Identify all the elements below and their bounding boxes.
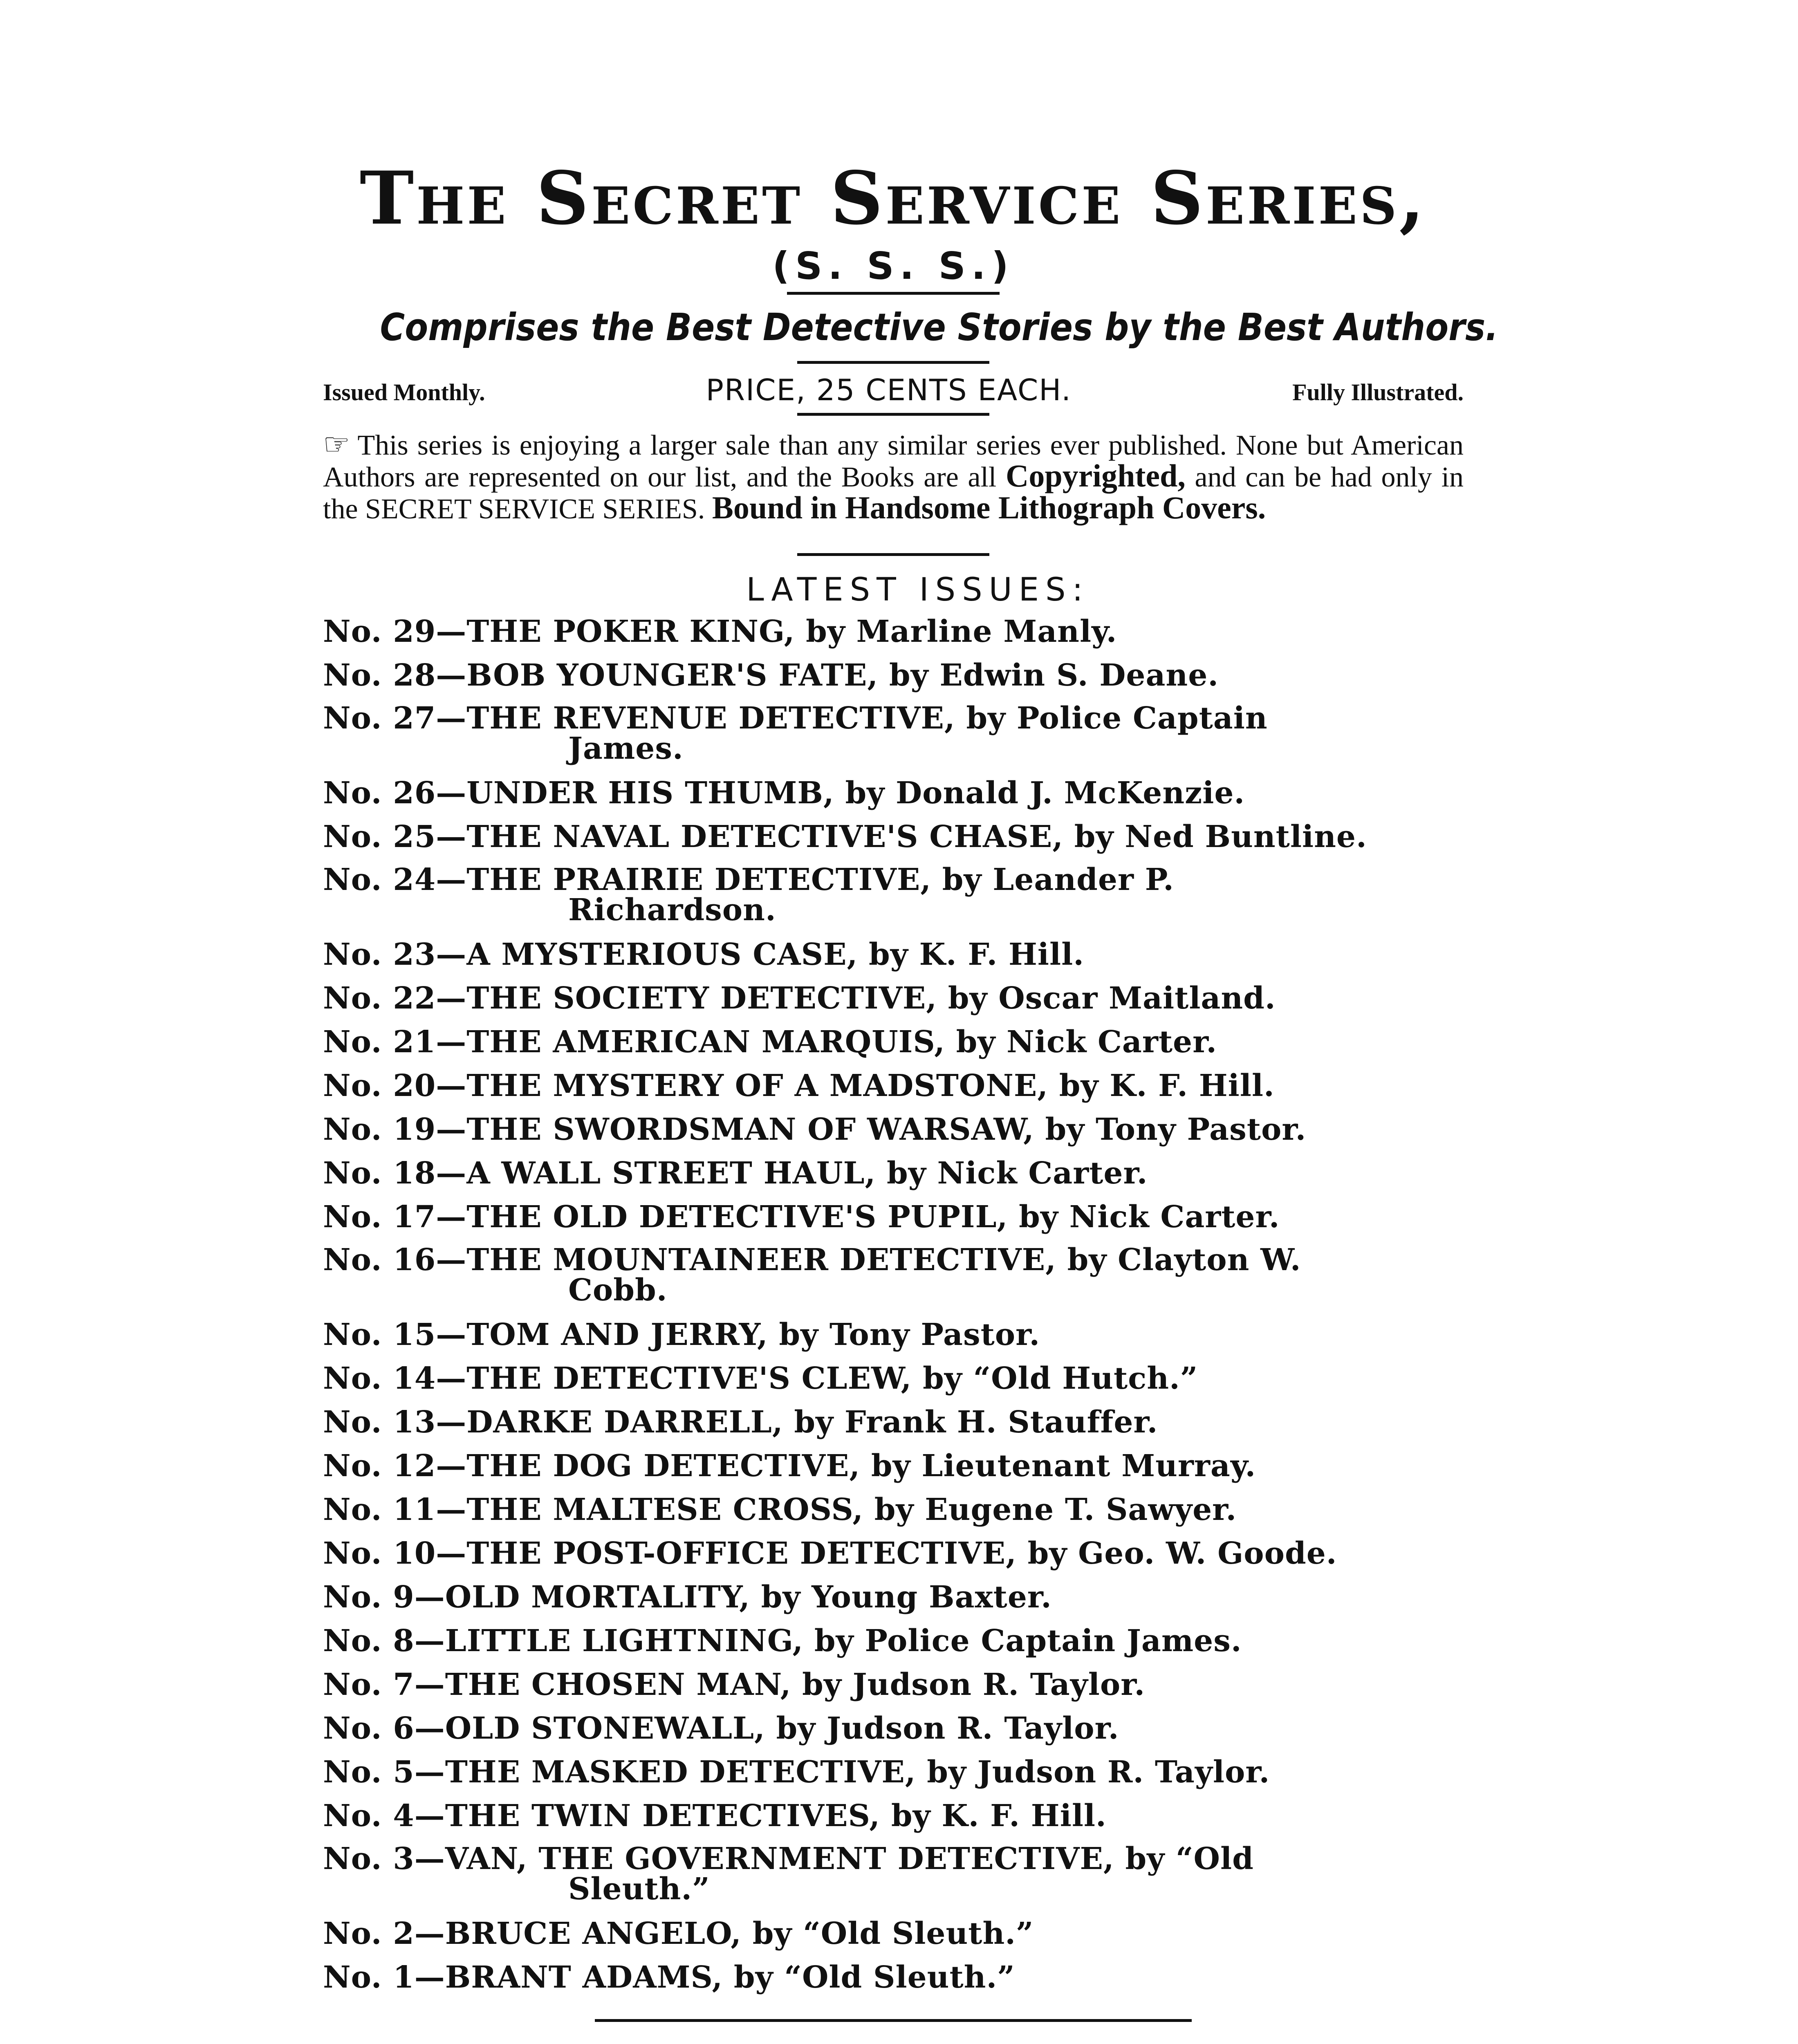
- list-item: [323, 1357, 1464, 1401]
- list-item: [323, 1444, 1464, 1488]
- list-item: [323, 1750, 1464, 1794]
- list-item: [323, 1956, 1464, 1999]
- series-title: The Secret Service Series,: [359, 155, 1427, 241]
- description-text-2: and can be had only in the SECRET SERVICE SERIES.: [323, 462, 1464, 525]
- list-item: [323, 610, 1464, 654]
- issue-text: No. 15—TOM AND JERRY, by Tony Pastor.: [323, 1317, 1040, 1352]
- catalog-page: [323, 155, 1498, 2044]
- issue-text: No. 16—THE MOUNTAINEER DETECTIVE, by Clayton W.: [323, 1242, 1301, 1278]
- description-text-1: This series is enjoying a larger sale than any similar series ever published. None but American Authors are represented on our list, and the Books are all: [323, 430, 1464, 493]
- list-item: [323, 1401, 1464, 1444]
- list-item: [323, 703, 1464, 764]
- illustrated-label: Fully Illustrated.: [1292, 379, 1464, 406]
- issue-text: No. 24—THE PRAIRIE DETECTIVE, by Leander P.: [323, 862, 1174, 897]
- series-abbreviation: (S. S. S.): [772, 244, 1014, 288]
- issue-text: No. 18—A WALL STREET HAUL, by Nick Carter.: [323, 1156, 1148, 1191]
- list-item: [323, 1663, 1464, 1707]
- list-item: [323, 771, 1464, 815]
- issue-text: No. 3—VAN, THE GOVERNMENT DETECTIVE, by “Old: [323, 1841, 1254, 1876]
- bound-text: Bound in Handsome Lithograph Covers.: [712, 490, 1266, 525]
- divider: [797, 361, 989, 364]
- list-item: [323, 654, 1464, 697]
- tagline: Comprises the Best Detective Stories by the Best Authors.: [380, 305, 1498, 349]
- issue-text: No. 27—THE REVENUE DETECTIVE, by Police Captain: [323, 701, 1268, 736]
- list-item: [323, 977, 1464, 1020]
- issue-text: No. 11—THE MALTESE CROSS, by Eugene T. Sawyer.: [323, 1492, 1237, 1527]
- list-item: [323, 1313, 1464, 1357]
- divider: [595, 2019, 1192, 2022]
- issue-text: No. 9—OLD MORTALITY, by Young Baxter.: [323, 1580, 1052, 1615]
- list-item: [323, 1195, 1464, 1239]
- issue-text: No. 13—DARKE DARRELL, by Frank H. Stauffer.: [323, 1405, 1158, 1440]
- issue-text: No. 17—THE OLD DETECTIVE'S PUPIL, by Nick Carter.: [323, 1199, 1280, 1235]
- issue-text: No. 4—THE TWIN DETECTIVES, by K. F. Hill.: [323, 1798, 1107, 1833]
- list-item: [323, 1841, 1464, 1907]
- issue-text: No. 22—THE SOCIETY DETECTIVE, by Oscar Maitland.: [323, 981, 1276, 1016]
- price-label: PRICE, 25 CENTS EACH.: [706, 373, 1072, 407]
- price-row: [323, 373, 1464, 407]
- issue-text: No. 7—THE CHOSEN MAN, by Judson R. Taylor.: [323, 1667, 1146, 1702]
- issue-continuation: Richardson.: [568, 892, 776, 928]
- issue-text: No. 23—A MYSTERIOUS CASE, by K. F. Hill.: [323, 937, 1084, 972]
- list-item: [323, 1576, 1464, 1619]
- list-item: [323, 933, 1464, 977]
- divider: [797, 553, 989, 556]
- issue-text: No. 10—THE POST-OFFICE DETECTIVE, by Geo. W. Goode.: [323, 1536, 1337, 1571]
- issue-text: No. 25—THE NAVAL DETECTIVE'S CHASE, by Ned Buntline.: [323, 819, 1367, 854]
- issue-text: No. 12—THE DOG DETECTIVE, by Lieutenant Murray.: [323, 1448, 1256, 1484]
- issue-text: No. 8—LITTLE LIGHTNING, by Police Captain James.: [323, 1623, 1242, 1659]
- issue-text: No. 26—UNDER HIS THUMB, by Donald J. McKenzie.: [323, 775, 1245, 811]
- copyrighted-text: Copyrighted,: [1006, 458, 1186, 493]
- list-item: [323, 1488, 1464, 1532]
- issue-text: No. 19—THE SWORDSMAN OF WARSAW, by Tony Pastor.: [323, 1112, 1307, 1147]
- divider: [797, 413, 989, 416]
- issue-continuation: James.: [568, 731, 684, 766]
- list-item: [323, 1152, 1464, 1195]
- issue-text: No. 1—BRANT ADAMS, by “Old Sleuth.”: [323, 1960, 1015, 1995]
- list-item: [323, 1794, 1464, 1838]
- issue-continuation: Cobb.: [568, 1273, 668, 1308]
- footer-line-1: [323, 2039, 1464, 2044]
- issue-text: No. 21—THE AMERICAN MARQUIS, by Nick Carter.: [323, 1024, 1217, 1060]
- issues-list: [323, 610, 1464, 1999]
- issued-label: Issued Monthly.: [323, 379, 485, 406]
- list-item: [323, 1064, 1464, 1108]
- list-item: [323, 815, 1464, 859]
- footer-note: [323, 2039, 1464, 2044]
- issue-text: No. 20—THE MYSTERY OF A MADSTONE, by K. F. Hill.: [323, 1068, 1275, 1103]
- list-item: [323, 1912, 1464, 1956]
- list-item: [323, 1020, 1464, 1064]
- issue-text: No. 2—BRUCE ANGELO, by “Old Sleuth.”: [323, 1916, 1034, 1951]
- list-item: [323, 862, 1464, 928]
- list-item: [323, 1619, 1464, 1663]
- issue-text: No. 28—BOB YOUNGER'S FATE, by Edwin S. Deane.: [323, 658, 1219, 693]
- issue-text: No. 5—THE MASKED DETECTIVE, by Judson R. Taylor.: [323, 1755, 1270, 1790]
- series-description: [323, 430, 1464, 524]
- latest-issues-heading: LATEST ISSUES:: [746, 572, 1090, 608]
- issue-text: No. 6—OLD STONEWALL, by Judson R. Taylor.: [323, 1711, 1119, 1746]
- pointing-hand-icon: ☞: [323, 428, 350, 462]
- issue-text: No. 29—THE POKER KING, by Marline Manly.: [323, 614, 1117, 649]
- issue-continuation: Sleuth.”: [568, 1871, 710, 1907]
- list-item: [323, 1707, 1464, 1750]
- issue-text: No. 14—THE DETECTIVE'S CLEW, by “Old Hutch.”: [323, 1361, 1198, 1396]
- list-item: [323, 1108, 1464, 1152]
- list-item: [323, 1532, 1464, 1576]
- divider: [787, 292, 1000, 295]
- list-item: [323, 1242, 1464, 1308]
